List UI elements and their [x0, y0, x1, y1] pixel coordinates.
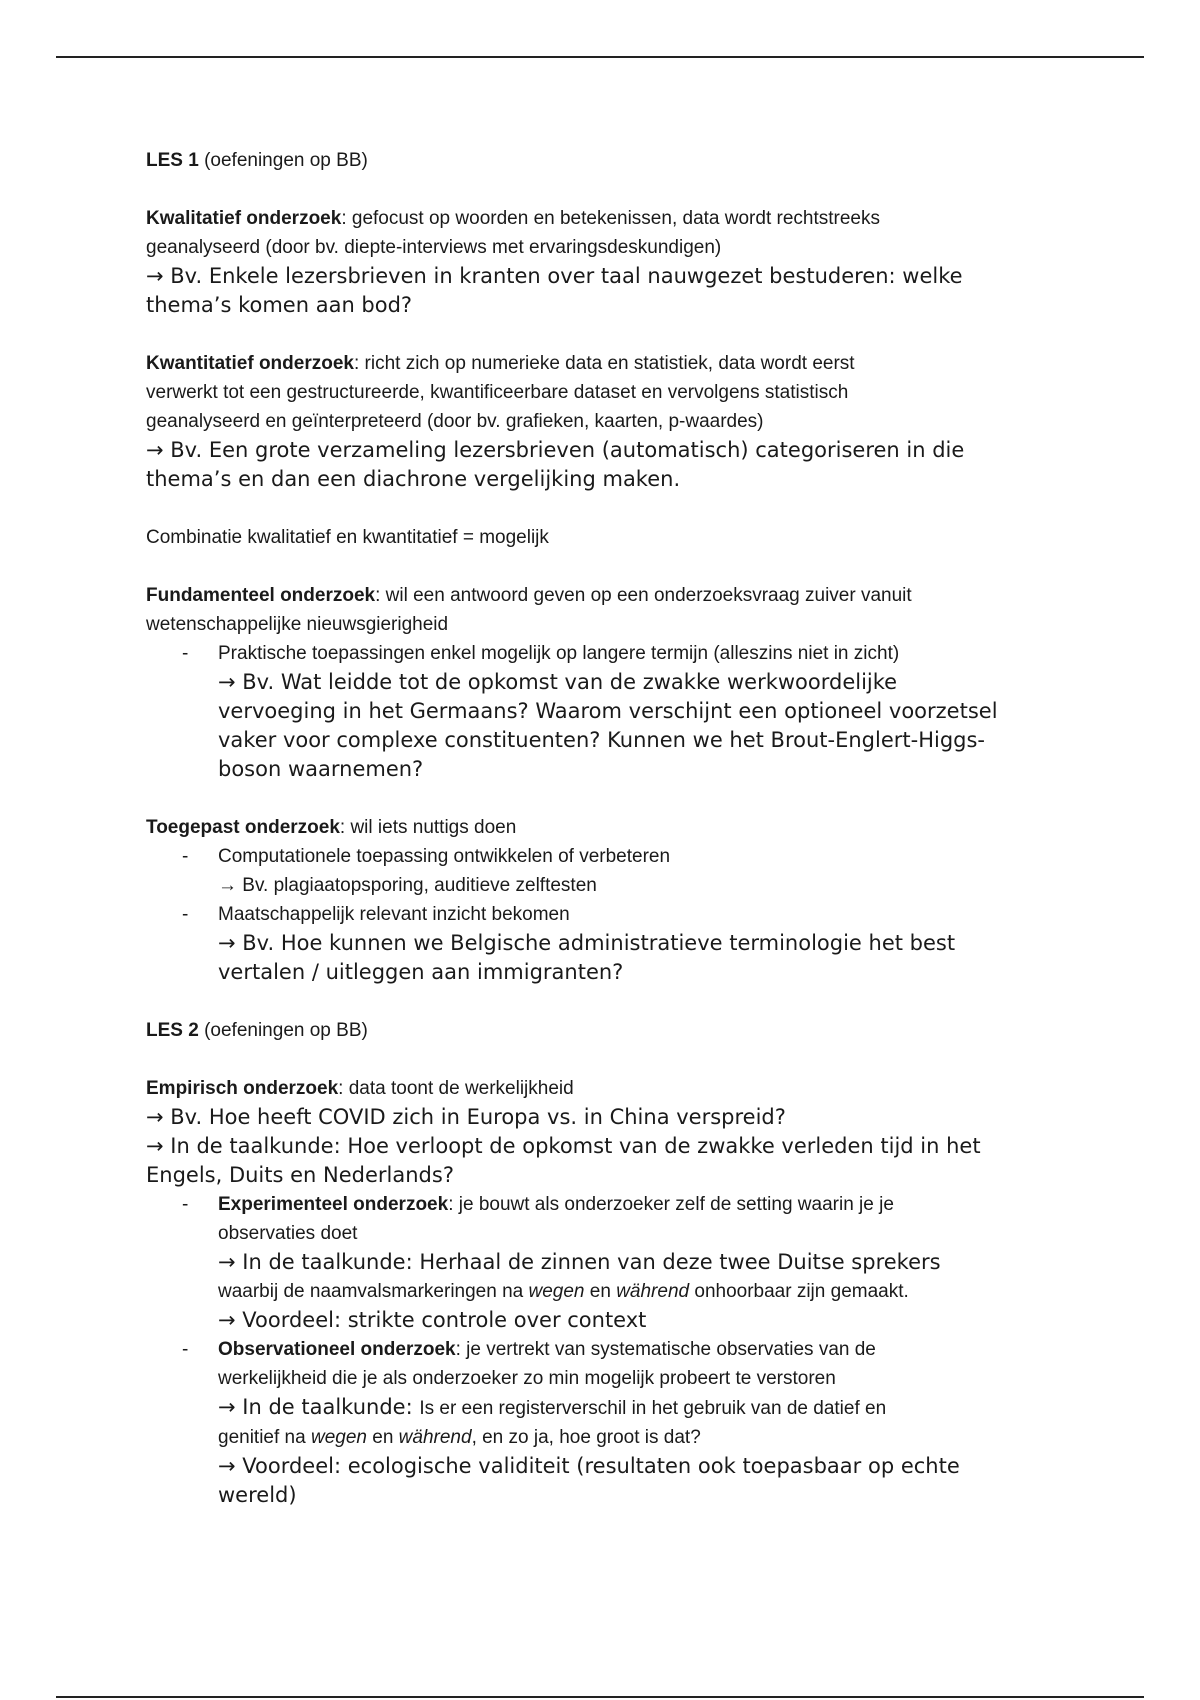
combinatie-note: Combinatie kwalitatief en kwantitatief = mogelijk	[146, 527, 549, 548]
list-item: - Praktische toepassingen enkel mogelijk op langere termijn (alleszins niet in zicht) → Bv. Wat leidde tot de opkomst van de zwakke werkwoordelijke vervoeging in het Germaans? Waarom verschijnt een optioneel voorzetsel vaker voor complexe constituenten? Kunnen we het Brout-Englert-Higgs- boson waarnemen?	[182, 643, 998, 781]
fundamenteel-section: Fundamenteel onderzoek: wil een antwoord geven op een onderzoeksvraag zuiver vanuit wetenschappelijke nieuwsgierigheid - Praktische toepassingen enkel mogelijk op langere termijn (alleszins niet in zicht) → Bv. Wat leidde tot de opkomst van de zwakke werkwoordelijke vervoeging in het Germaans? Waarom verschijnt een optioneel voorzetsel vaker voor complexe constituenten? Kunnen we het Brout-Englert-Higgs- boson waarnemen?	[146, 581, 1066, 784]
document-body	[146, 146, 1066, 1510]
kwantitatief-section: Kwantitatief onderzoek: richt zich op numerieke data en statistiek, data wordt eerst verwerkt tot een gestructureerde, kwantificeerbare dataset en vervolgens statistisch geanalyseerd en geïnterpreteerd (door bv. grafieken, kaarten, p-waardes) → Bv. Een grote verzameling lezersbrieven (automatisch) categoriseren in die thema’s en dan een diachrone vergelijking maken.	[146, 349, 1066, 494]
fundamenteel-term: Fundamenteel onderzoek	[146, 585, 376, 606]
list-item: - Experimenteel onderzoek: je bouwt als onderzoeker zelf de setting waarin je je observaties doet → In de taalkunde: Herhaal de zinnen van deze twee Duitse sprekers waarbij de naamvalsmarkeringen na wegen en während onhoorbaar zijn gemaakt. → Voordeel: strikte controle over context	[182, 1194, 941, 1332]
bottom-rule	[56, 1696, 1144, 1698]
top-rule	[56, 56, 1144, 58]
kwalitatief-section: Kwalitatief onderzoek: gefocust op woorden en betekenissen, data wordt rechtstreeks geanalyseerd (door bv. diepte-interviews met ervaringsdeskundigen) → Bv. Enkele lezersbrieven in kranten over taal nauwgezet bestuderen: welke thema’s komen aan bod?	[146, 204, 1066, 320]
list-item: - Computationele toepassing ontwikkelen of verbeteren → Bv. plagiaatopsporing, auditieve zelftesten	[182, 846, 671, 896]
list-item: - Maatschappelijk relevant inzicht bekomen → Bv. Hoe kunnen we Belgische administratieve terminologie het best vertalen / uitleggen aan immigranten?	[182, 904, 956, 984]
kwalitatief-term: Kwalitatief onderzoek	[146, 208, 342, 229]
observationeel-term: Observationeel onderzoek	[218, 1339, 456, 1360]
toegepast-term: Toegepast onderzoek	[146, 817, 340, 838]
experimenteel-term: Experimenteel onderzoek	[218, 1194, 449, 1215]
les1-heading: LES 1 (oefeningen op BB)	[146, 150, 368, 171]
empirisch-section: Empirisch onderzoek: data toont de werkelijkheid → Bv. Hoe heeft COVID zich in Europa vs. in China verspreid? → In de taalkunde: Hoe verloopt de opkomst van de zwakke verleden tijd in het Engels, Duits en Nederlands? - Experimenteel onderzoek: je bouwt als onderzoeker zelf de setting waarin je je observaties doet → In de taalkunde: Herhaal de zinnen van deze twee Duitse sprekers waarbij de naamvalsmarkeringen na wegen en während onhoorbaar zijn gemaakt. → Voordeel: strikte controle over context - Observationeel onderzoek: je vertrekt van systematische observaties van de werkelijkheid die je als onderzoeker zo min mogelijk probeert te verstoren → In de taalkunde: Is er een registerverschil in het gebruik van de datief en genitief na wegen en während, en zo ja, hoe groot is dat? → Voordeel: ecologische validiteit (resultaten ook toepasbaar op echte wereld)	[146, 1074, 1066, 1510]
empirisch-term: Empirisch onderzoek	[146, 1078, 339, 1099]
kwantitatief-term: Kwantitatief onderzoek	[146, 353, 354, 374]
kwalitatief-example: → Bv. Enkele lezersbrieven in kranten over taal nauwgezet bestuderen: welke	[146, 264, 963, 288]
kwantitatief-example: → Bv. Een grote verzameling lezersbrieven (automatisch) categoriseren in die	[146, 438, 965, 462]
toegepast-section: Toegepast onderzoek: wil iets nuttigs doen - Computationele toepassing ontwikkelen of verbeteren → Bv. plagiaatopsporing, auditieve zelftesten - Maatschappelijk relevant inzicht bekomen → Bv. Hoe kunnen we Belgische administratieve terminologie het best vertalen / uitleggen aan immigranten?	[146, 813, 1066, 987]
list-item: - Observationeel onderzoek: je vertrekt van systematische observaties van de werkelijkheid die je als onderzoeker zo min mogelijk probeert te verstoren → In de taalkunde: Is er een registerverschil in het gebruik van de datief en genitief na wegen en während, en zo ja, hoe groot is dat? → Voordeel: ecologische validiteit (resultaten ook toepasbaar op echte wereld)	[182, 1339, 960, 1507]
les2-heading: LES 2 (oefeningen op BB)	[146, 1020, 368, 1041]
